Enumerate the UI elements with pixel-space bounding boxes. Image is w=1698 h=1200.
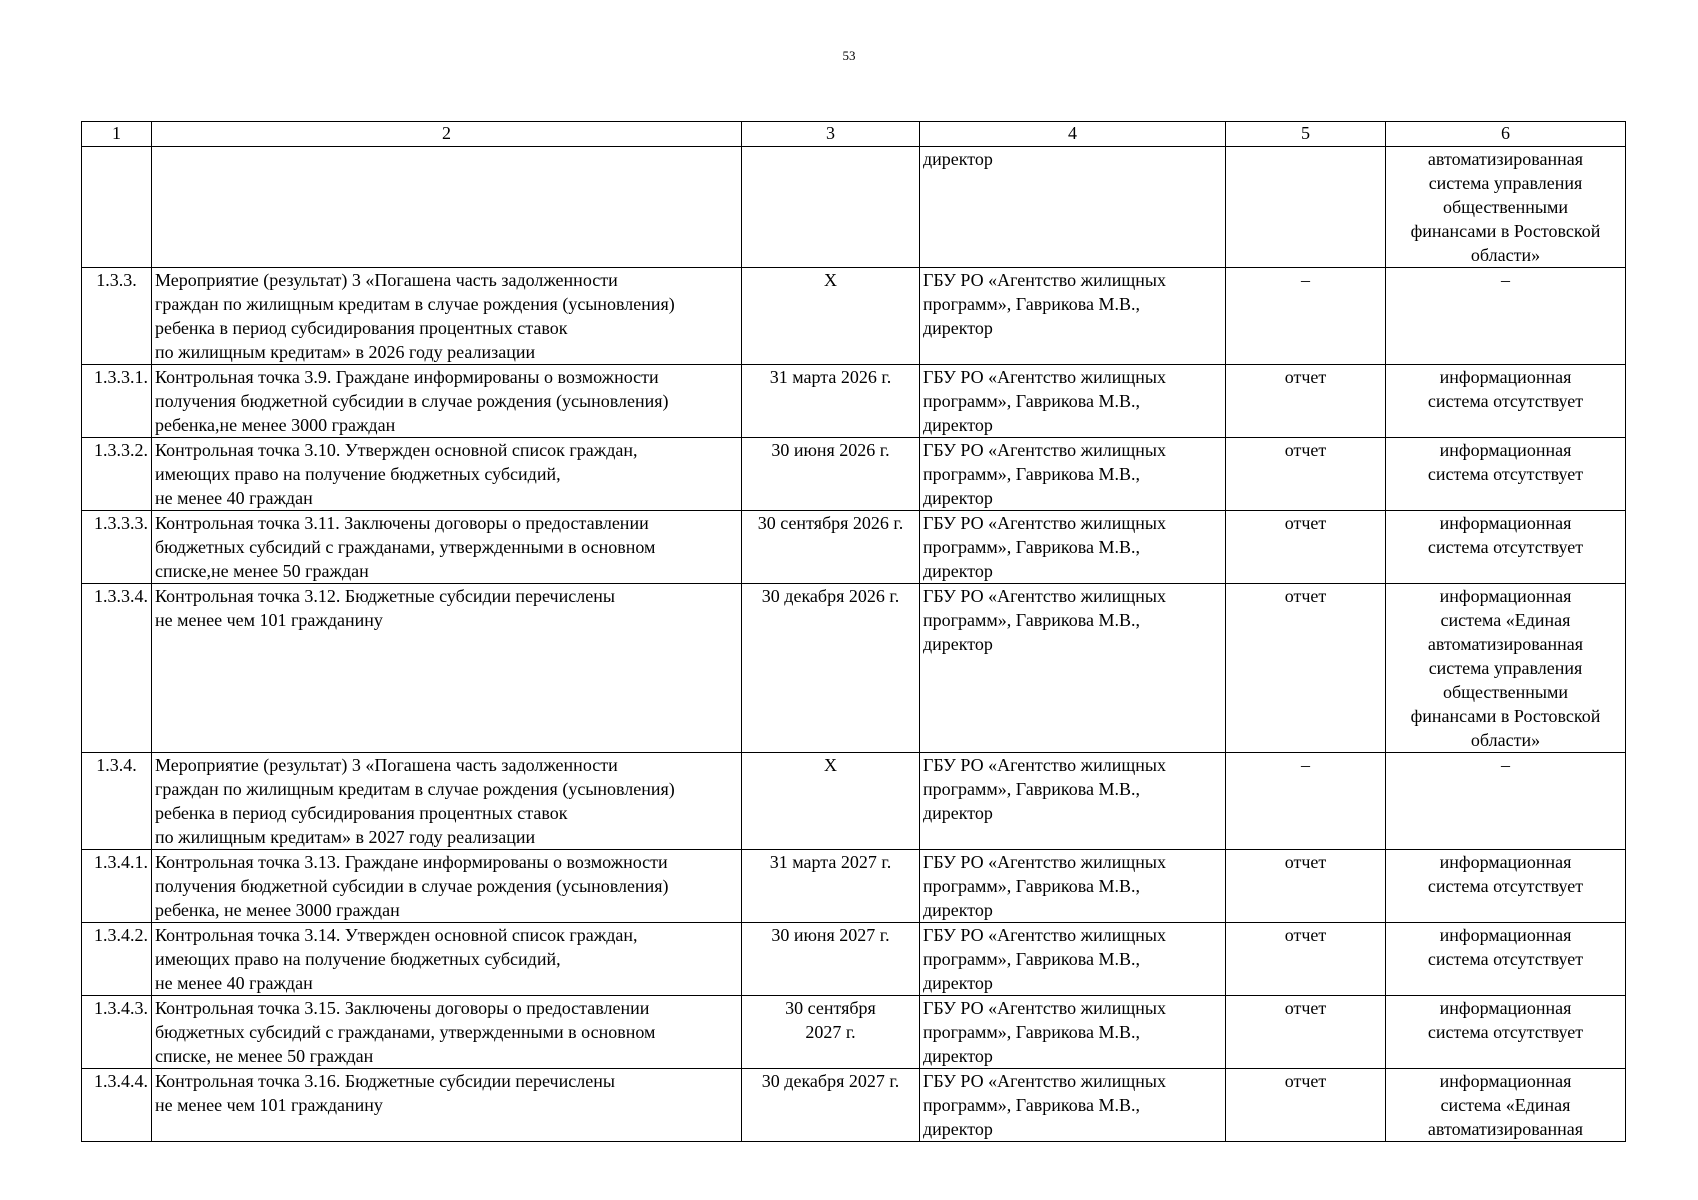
info-system-line: информационная [1439, 367, 1572, 387]
responsible-line: ГБУ РО «Агентство жилищных [923, 755, 1166, 775]
info-system-line: информационная [1439, 586, 1572, 606]
table-row [82, 438, 1626, 511]
description-line: бюджетных субсидий с гражданами, утвержденными в основном [155, 537, 656, 557]
info-system-line: автоматизированная [1427, 1119, 1584, 1139]
description-line: списке,не менее 50 граждан [155, 561, 369, 581]
row-info-system [1386, 923, 1626, 996]
responsible-line: программ», Гаврикова М.В., [923, 1095, 1140, 1115]
header-col-6: 6 [1386, 122, 1626, 147]
responsible-line: ГБУ РО «Агентство жилищных [923, 440, 1166, 460]
row-info-system [1386, 147, 1626, 268]
row-responsible [920, 584, 1226, 753]
row-info-system [1386, 511, 1626, 584]
row-responsible [920, 511, 1226, 584]
table-row [82, 147, 1626, 268]
row-document: отчет [1226, 438, 1386, 511]
description-line: бюджетных субсидий с гражданами, утвержденными в основном [155, 1022, 656, 1042]
row-number: 1.3.3.1. [82, 365, 152, 438]
row-number: 1.3.3. [82, 268, 152, 365]
row-deadline: 30 июня 2027 г. [742, 923, 920, 996]
info-system-line: финансами в Ростовской [1410, 706, 1601, 726]
table-row [82, 850, 1626, 923]
description-line: Контрольная точка 3.11. Заключены договоры о предоставлении [155, 513, 649, 533]
row-info-system [1386, 584, 1626, 753]
row-responsible [920, 753, 1226, 850]
description-line: ребенка в период субсидирования процентных ставок [155, 803, 568, 823]
description-line: Контрольная точка 3.14. Утвержден основной список граждан, [155, 925, 638, 945]
responsible-line: директор [923, 1046, 993, 1066]
info-system-line: – [1501, 270, 1510, 290]
row-deadline: 30 декабря 2027 г. [742, 1069, 920, 1142]
row-deadline: 31 марта 2026 г. [742, 365, 920, 438]
info-system-line: – [1501, 755, 1510, 775]
header-row [82, 122, 1626, 147]
table-row [82, 996, 1626, 1069]
info-system-line: информационная [1439, 513, 1572, 533]
row-number: 1.3.4.4. [82, 1069, 152, 1142]
info-system-line: система отсутствует [1427, 391, 1584, 411]
responsible-line: ГБУ РО «Агентство жилищных [923, 586, 1166, 606]
description-line: Контрольная точка 3.10. Утвержден основной список граждан, [155, 440, 638, 460]
row-responsible [920, 996, 1226, 1069]
table-row [82, 753, 1626, 850]
description-line: Контрольная точка 3.16. Бюджетные субсидии перечислены [155, 1071, 615, 1091]
responsible-line: директор [923, 318, 993, 338]
description-line: по жилищным кредитам» в 2027 году реализации [155, 827, 536, 847]
row-deadline: 31 марта 2027 г. [742, 850, 920, 923]
row-info-system [1386, 438, 1626, 511]
row-document: отчет [1226, 923, 1386, 996]
row-description [152, 147, 742, 268]
table-body [82, 147, 1626, 1142]
header-col-3: 3 [742, 122, 920, 147]
row-number: 1.3.4.1. [82, 850, 152, 923]
row-deadline: 30 июня 2026 г. [742, 438, 920, 511]
row-description [152, 268, 742, 365]
row-document: – [1226, 268, 1386, 365]
description-line: Мероприятие (результат) 3 «Погашена часть задолженности [155, 270, 618, 290]
row-description [152, 438, 742, 511]
row-responsible [920, 850, 1226, 923]
row-document: отчет [1226, 511, 1386, 584]
responsible-line: программ», Гаврикова М.В., [923, 610, 1140, 630]
row-deadline: X [742, 753, 920, 850]
description-line: имеющих право на получение бюджетных субсидий, [155, 949, 561, 969]
row-description [152, 584, 742, 753]
row-number: 1.3.4. [82, 753, 152, 850]
responsible-line: программ», Гаврикова М.В., [923, 1022, 1140, 1042]
row-document: отчет [1226, 584, 1386, 753]
row-description [152, 850, 742, 923]
info-system-line: общественными [1442, 197, 1569, 217]
description-line: не менее 40 граждан [155, 973, 313, 993]
responsible-line: программ», Гаврикова М.В., [923, 876, 1140, 896]
info-system-line: система «Единая [1440, 610, 1571, 630]
responsible-line: программ», Гаврикова М.В., [923, 464, 1140, 484]
info-system-line: автоматизированная [1427, 634, 1584, 654]
row-number: 1.3.3.4. [82, 584, 152, 753]
description-line: ребенка в период субсидирования процентных ставок [155, 318, 568, 338]
responsible-line: программ», Гаврикова М.В., [923, 391, 1140, 411]
row-responsible [920, 923, 1226, 996]
responsible-line: программ», Гаврикова М.В., [923, 294, 1140, 314]
header-col-1: 1 [82, 122, 152, 147]
description-line: по жилищным кредитам» в 2026 году реализации [155, 342, 536, 362]
header-col-5: 5 [1226, 122, 1386, 147]
info-system-line: общественными [1442, 682, 1569, 702]
deadline-line: 30 сентября [785, 998, 876, 1018]
row-description [152, 753, 742, 850]
row-responsible [920, 438, 1226, 511]
responsible-line: программ», Гаврикова М.В., [923, 537, 1140, 557]
row-info-system [1386, 268, 1626, 365]
responsible-line: ГБУ РО «Агентство жилищных [923, 998, 1166, 1018]
responsible-line: директор [923, 1119, 993, 1139]
row-number: 1.3.3.3. [82, 511, 152, 584]
row-description [152, 996, 742, 1069]
row-info-system [1386, 365, 1626, 438]
row-responsible [920, 147, 1226, 268]
description-line: Контрольная точка 3.9. Граждане информированы о возможности [155, 367, 659, 387]
table-row [82, 1069, 1626, 1142]
table-row [82, 268, 1626, 365]
info-system-line: система «Единая [1440, 1095, 1571, 1115]
info-system-line: области» [1470, 245, 1541, 265]
responsible-line: директор [923, 900, 993, 920]
header-col-4: 4 [920, 122, 1226, 147]
row-description [152, 923, 742, 996]
row-description [152, 511, 742, 584]
row-info-system [1386, 1069, 1626, 1142]
description-line: Контрольная точка 3.13. Граждане информированы о возможности [155, 852, 668, 872]
responsible-line: ГБУ РО «Агентство жилищных [923, 513, 1166, 533]
info-system-line: система отсутствует [1427, 537, 1584, 557]
info-system-line: автоматизированная [1427, 149, 1584, 169]
info-system-line: система отсутствует [1427, 464, 1584, 484]
info-system-line: финансами в Ростовской [1410, 221, 1601, 241]
responsible-line: директор [923, 803, 993, 823]
row-description [152, 365, 742, 438]
row-deadline: X [742, 268, 920, 365]
info-system-line: система отсутствует [1427, 876, 1584, 896]
description-line: списке, не менее 50 граждан [155, 1046, 374, 1066]
page-number: 53 [842, 48, 856, 63]
row-info-system [1386, 996, 1626, 1069]
description-line: не менее чем 101 гражданину [155, 1095, 383, 1115]
table-row [82, 923, 1626, 996]
responsible-line: ГБУ РО «Агентство жилищных [923, 367, 1166, 387]
row-deadline: 30 сентября 2026 г. [742, 511, 920, 584]
responsible-line: директор [923, 488, 993, 508]
description-line: имеющих право на получение бюджетных субсидий, [155, 464, 561, 484]
row-number: 1.3.3.2. [82, 438, 152, 511]
row-document: отчет [1226, 996, 1386, 1069]
info-system-line: система отсутствует [1427, 1022, 1584, 1042]
description-line: получения бюджетной субсидии в случае рождения (усыновления) [155, 876, 669, 896]
row-number: 1.3.4.2. [82, 923, 152, 996]
table-row [82, 365, 1626, 438]
responsible-line: директор [923, 634, 993, 654]
description-line: не менее 40 граждан [155, 488, 313, 508]
responsible-line: директор [923, 973, 993, 993]
info-system-line: система управления [1428, 658, 1583, 678]
info-system-line: информационная [1439, 998, 1572, 1018]
responsible-line: директор [923, 561, 993, 581]
info-system-line: информационная [1439, 925, 1572, 945]
row-responsible [920, 1069, 1226, 1142]
row-responsible [920, 268, 1226, 365]
row-info-system [1386, 850, 1626, 923]
info-system-line: информационная [1439, 852, 1572, 872]
responsible-line: ГБУ РО «Агентство жилищных [923, 270, 1166, 290]
description-line: получения бюджетной субсидии в случае рождения (усыновления) [155, 391, 669, 411]
row-description [152, 1069, 742, 1142]
responsible-line: ГБУ РО «Агентство жилищных [923, 925, 1166, 945]
responsible-line: ГБУ РО «Агентство жилищных [923, 852, 1166, 872]
row-number: 1.3.4.3. [82, 996, 152, 1069]
header-col-2: 2 [152, 122, 742, 147]
description-line: Контрольная точка 3.15. Заключены договоры о предоставлении [155, 998, 650, 1018]
responsible-line: директор [923, 149, 993, 169]
description-line: не менее чем 101 гражданину [155, 610, 383, 630]
description-line: ребенка, не менее 3000 граждан [155, 900, 400, 920]
info-system-line: система отсутствует [1427, 949, 1584, 969]
row-document [1226, 147, 1386, 268]
row-document: отчет [1226, 850, 1386, 923]
plan-table [81, 121, 1626, 1142]
row-deadline [742, 147, 920, 268]
row-document: – [1226, 753, 1386, 850]
deadline-line: 2027 г. [805, 1022, 856, 1042]
info-system-line: система управления [1428, 173, 1583, 193]
description-line: граждан по жилищным кредитам в случае рождения (усыновления) [155, 779, 675, 799]
info-system-line: информационная [1439, 440, 1572, 460]
row-document: отчет [1226, 365, 1386, 438]
row-deadline: 30 декабря 2026 г. [742, 584, 920, 753]
row-responsible [920, 365, 1226, 438]
description-line: Контрольная точка 3.12. Бюджетные субсидии перечислены [155, 586, 615, 606]
row-info-system [1386, 753, 1626, 850]
info-system-line: информационная [1439, 1071, 1572, 1091]
responsible-line: ГБУ РО «Агентство жилищных [923, 1071, 1166, 1091]
row-number [82, 147, 152, 268]
description-line: Мероприятие (результат) 3 «Погашена часть задолженности [155, 755, 618, 775]
responsible-line: программ», Гаврикова М.В., [923, 949, 1140, 969]
description-line: граждан по жилищным кредитам в случае рождения (усыновления) [155, 294, 675, 314]
info-system-line: области» [1470, 730, 1541, 750]
responsible-line: директор [923, 415, 993, 435]
row-deadline [742, 996, 920, 1069]
table-row [82, 511, 1626, 584]
row-document: отчет [1226, 1069, 1386, 1142]
table-row [82, 584, 1626, 753]
responsible-line: программ», Гаврикова М.В., [923, 779, 1140, 799]
description-line: ребенка,не менее 3000 граждан [155, 415, 396, 435]
